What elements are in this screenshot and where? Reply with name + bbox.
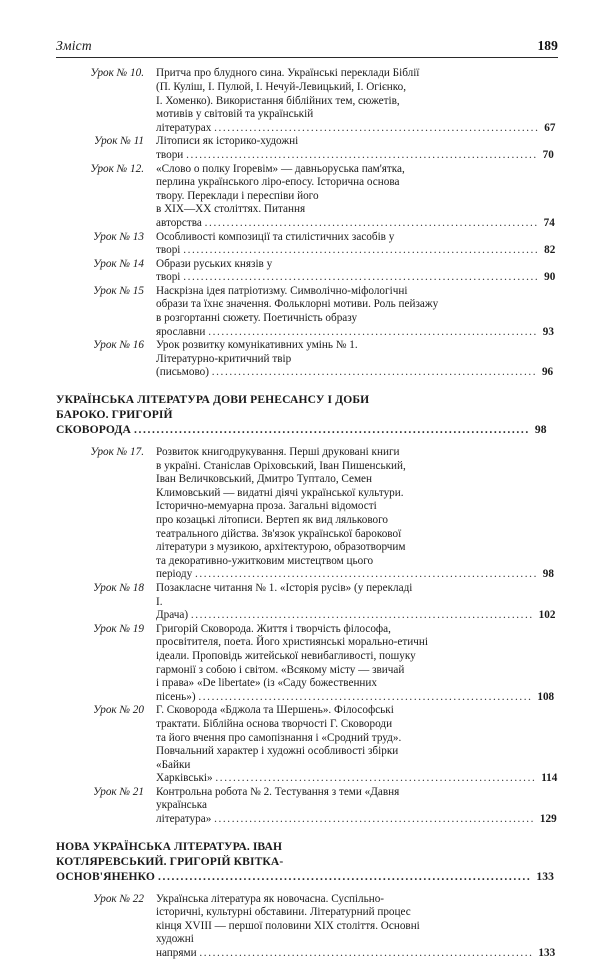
toc-entry[interactable] (56, 786, 558, 827)
toc-entry-body (156, 285, 558, 339)
toc-entry-line: «Байки Харківські» ......................................................................... 114 (156, 758, 558, 785)
section-heading-line: НОВА УКРАЇНСЬКА ЛІТЕРАТУРА. ІВАН (56, 839, 283, 853)
leader-dots: ................................................................................. (183, 271, 540, 284)
leader-and-page (131, 423, 547, 436)
leader-and-page (155, 870, 554, 883)
toc-entry-line: в україні. Станіслав Оріховський, Іван Пишенський, (156, 459, 406, 472)
leader-and-page (180, 271, 555, 283)
toc-entry-label: Урок № 17. (90, 446, 144, 459)
toc-entry-line: гармонії з собою і світом. «Всякому місту — звичай (156, 663, 405, 676)
toc-entry-label: Урок № 20 (93, 704, 144, 717)
toc-entry-line: театрального дійства. Зв'язок української барокової (156, 527, 402, 540)
entry-page-number: 108 (537, 690, 555, 703)
toc-entry[interactable] (56, 258, 558, 285)
entry-page-number: 67 (544, 121, 556, 134)
leader-and-page (211, 813, 556, 825)
leader-dots: ............................................................................ (204, 216, 539, 229)
toc-entry-body (156, 893, 558, 961)
toc-entry-line: українська література» ......................................................................... 129 (156, 799, 557, 826)
toc-entry-label: Урок № 12. (90, 162, 144, 175)
toc-entry-line: Позакласне читання № 1. «Історія русів» (у перекладі (156, 581, 413, 594)
toc-entry-line: Григорій Сковорода. Життя і творчість філософа, (156, 622, 391, 635)
entry-page-number: 93 (542, 325, 554, 338)
toc-entry[interactable] (56, 704, 558, 786)
toc-entry-line: та декоративно-ужитковим мистецтвом цього періоду .............................................................................. 98 (156, 554, 554, 581)
toc-entry-line: Г. Сковорода «Бджола та Шершень». Філософські (156, 704, 394, 717)
leader-and-page (180, 244, 555, 256)
toc-entry-body (156, 258, 558, 285)
toc-entry-line: І. Хоменко). Використання біблійних тем, сюжетів, (156, 94, 400, 107)
leader-and-page (209, 366, 553, 378)
entry-page-number: 114 (541, 772, 558, 785)
toc-entry-line: та його вчення про самопізнання і «Сродний труд». (156, 731, 402, 744)
toc-entry-line: Особливості композиції та стилістичних засобів у творі ................................................................................. 82 (156, 230, 556, 257)
toc-entry-body (156, 231, 558, 258)
toc-entry[interactable] (56, 67, 558, 135)
toc-entry[interactable] (56, 623, 558, 705)
toc-entry[interactable] (56, 582, 558, 623)
running-head (56, 38, 558, 57)
toc-entry-label: Урок № 10. (90, 67, 144, 80)
toc-entry-label: Урок № 11 (94, 135, 144, 148)
leader-dots: ................................................................................... (158, 869, 532, 883)
toc-entry-label: Урок № 22 (93, 892, 144, 905)
entry-page-number: 133 (538, 947, 556, 960)
toc-entry-line: і права» «De libertate» (із «Саду божественних пісень») ............................................................................ 108 (156, 677, 555, 703)
leader-dots: ................................................................................. (183, 244, 540, 257)
toc-section-heading[interactable] (56, 392, 558, 437)
leader-dots: .......................................................................... (211, 366, 538, 379)
toc-entry[interactable] (56, 163, 558, 231)
leader-and-page (197, 947, 556, 959)
leader-dots: ........................................................................... (208, 325, 538, 338)
toc-entry[interactable] (56, 446, 558, 582)
toc-entry-line: перлина українського ліро-епосу. Історична основа (156, 176, 400, 189)
toc-entry-label: Урок № 21 (93, 785, 144, 798)
toc-entry-line: Українська література як новочасна. Суспільно- (156, 892, 385, 905)
section-heading-line: БАРОКО. ГРИГОРІЙ СКОВОРОДА ........................................................................................ 98 (56, 408, 547, 437)
toc-entry-line: Літературно-критичний твір (письмово) .......................................................................... 96 (156, 352, 554, 379)
entry-page-number: 133 (536, 869, 555, 883)
toc-entry-body (156, 623, 558, 705)
toc-entry-line: Повчальний характер і художні особливості збірки (156, 745, 399, 758)
entry-page-number: 129 (539, 813, 557, 826)
toc-entry-body (156, 582, 558, 623)
leader-and-page (192, 568, 554, 580)
table-of-contents (56, 67, 558, 960)
toc-entry-line: просвітителя, поета. Його християнські морально-етичні (156, 636, 428, 649)
toc-entry-line: мотивів у світовій та українській літературах .......................................................................... 67 (156, 108, 556, 134)
toc-entry-line: про козацькі літописи. Вертеп як вид лялькового (156, 514, 389, 527)
entry-page-number: 70 (542, 148, 554, 161)
leader-dots: ................................................................................ (186, 148, 538, 161)
toc-entry-line: в розгортанні сюжету. Поетичність образу ярославни ........................................................................... 93 (156, 312, 554, 338)
toc-entry[interactable] (56, 893, 558, 961)
header-rule (56, 57, 558, 58)
toc-entry-line: твору. Переклади і переспіви його (156, 189, 319, 202)
toc-entry-body (156, 135, 558, 162)
leader-dots: ......................................................................... (215, 772, 537, 785)
toc-entry-line: Розвиток книгодрукування. Перші друковані книги (156, 446, 400, 459)
leader-dots: .............................................................................. (190, 609, 534, 622)
toc-section-heading[interactable] (56, 839, 558, 884)
toc-entry[interactable] (56, 285, 558, 339)
entry-page-number: 90 (544, 271, 556, 284)
toc-entry[interactable] (56, 135, 558, 162)
entry-page-number: 102 (538, 609, 556, 622)
toc-entry-line: Літописи як історико-художні твори ................................................................................ 70 (156, 135, 554, 161)
leader-dots: .......................................................................... (214, 121, 540, 134)
toc-entry-label: Урок № 16 (93, 339, 144, 352)
entry-page-number: 74 (543, 216, 555, 229)
toc-entry-line: Контрольна робота № 2. Тестування з теми «Давня (156, 785, 400, 798)
toc-entry-label: Урок № 15 (93, 284, 144, 297)
leader-and-page (211, 122, 555, 134)
toc-entry-label: Урок № 18 (93, 581, 144, 594)
entry-page-number: 98 (534, 423, 547, 437)
leader-dots: ........................................................................................ (133, 423, 530, 437)
toc-entry-line: в ХІХ—ХХ століттях. Питання авторства ............................................................................ 74 (156, 203, 555, 229)
toc-entry-line: трактати. Біблійна основа творчості Г. Сковороди (156, 717, 393, 730)
toc-entry-line: «Слово о полку Ігоревім» — давньоруська пам'ятка, (156, 162, 405, 175)
section-heading-line: УКРАЇНСЬКА ЛІТЕРАТУРА ДОВИ РЕНЕСАНСУ І ДОБИ (56, 393, 370, 407)
entry-page-number: 82 (544, 244, 556, 257)
toc-entry-body (156, 339, 558, 380)
leader-dots: ............................................................................ (198, 690, 533, 703)
toc-entry-label: Урок № 14 (93, 257, 144, 270)
toc-entry-line: Іван Величковський, Дмитро Туптало, Семен (156, 473, 373, 486)
leader-and-page (213, 772, 558, 784)
toc-entry-label: Урок № 13 (93, 230, 144, 243)
toc-entry[interactable] (56, 231, 558, 258)
toc-entry-line: кінця XVIII — першої половини XIX століття. Основні (156, 919, 420, 932)
leader-and-page (183, 149, 554, 161)
toc-entry-line: літератури з музикою, архітектурою, образотворчим (156, 541, 406, 554)
leader-dots: .............................................................................. (195, 568, 538, 581)
toc-entry-line: Образи руських князів у творі ................................................................................. 90 (156, 257, 556, 284)
toc-entry[interactable] (56, 339, 558, 380)
leader-dots: ............................................................................ (199, 947, 534, 960)
section-heading-line: КОТЛЯРЕВСЬКИЙ. ГРИГОРІЙ КВІТКА-ОСНОВ'ЯНЕНКО ................................................................................... 133 (56, 854, 555, 883)
entry-page-number: 96 (541, 366, 554, 379)
toc-entry-body (156, 163, 558, 231)
toc-entry-line: Наскрізна ідея патріотизму. Символічно-міфологічні (156, 284, 408, 297)
toc-entry-line: (П. Куліш, І. Пулюй, І. Нечуй-Левицький, І. Огієнко, (156, 80, 407, 93)
running-head-title: Зміст (56, 38, 92, 53)
page-number: 189 (537, 38, 558, 53)
toc-entry-line: Урок розвитку комунікативних умінь № 1. (156, 339, 358, 352)
toc-entry-line: Притча про блудного сина. Українські переклади Біблії (156, 67, 420, 80)
leader-and-page (202, 217, 555, 229)
toc-entry-line: ідеали. Проповідь житейської невибагливості, пошуку (156, 649, 416, 662)
toc-entry-line: художні напрями ............................................................................ 133 (156, 933, 556, 960)
toc-entry-line: І. Драча) .............................................................................. 102 (156, 595, 556, 622)
toc-entry-body (156, 67, 558, 135)
leader-and-page (188, 609, 555, 621)
entry-page-number: 98 (542, 568, 554, 581)
toc-entry-line: образи та їхнє значення. Фольклорні мотиви. Роль пейзажу (156, 298, 439, 311)
leader-and-page (205, 326, 554, 338)
toc-entry-body (156, 786, 558, 827)
leader-dots: ......................................................................... (214, 813, 536, 826)
leader-and-page (196, 691, 555, 703)
toc-entry-line: історичні, культурні обставини. Літературний процес (156, 906, 411, 919)
toc-entry-body (156, 446, 558, 582)
toc-entry-line: Історично-мемуарна проза. Загальні відомості (156, 500, 377, 513)
toc-entry-line: Климовський — видатні діячі української культури. (156, 486, 404, 499)
toc-entry-label: Урок № 19 (93, 622, 144, 635)
toc-entry-body (156, 704, 558, 786)
